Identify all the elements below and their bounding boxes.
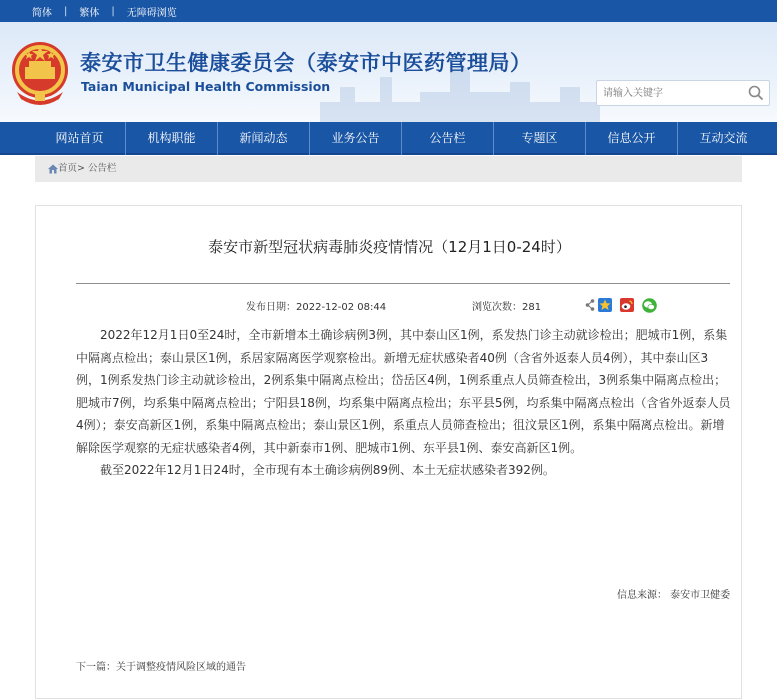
nav-functions[interactable]: 机构职能 (147, 131, 196, 145)
weibo-share-icon[interactable] (620, 298, 634, 312)
nav-news[interactable]: 新闻动态 (239, 131, 288, 145)
nav-topics[interactable]: 专题区 (521, 131, 558, 145)
title-divider (76, 283, 730, 284)
article-paragraph: 2022年12月1日0至24时，全市新增本土确诊病例3例，其中泰山区1例，系发热门诊主动就诊检出；肥城市1例，系集中隔离点检出；泰山景区1例，系居家隔离医学观察检出。新增无症状感染者40例（含省外返泰人员4例），其中泰山区3例，1例系发热门诊主动就诊检出，2例系集中隔离点检出；岱岳区4例，1例系重点人员筛查检出，3例系集中隔离点检出；肥城市7例，均系集中隔离点检出；宁阳县18例，均系集中隔离点检出；东平县5例，均系集中隔离点检出（含省外返泰人员4例）；泰安高新区1例，系集中隔离点检出；泰山景区1例，系重点人员筛查检出；徂汶景区1例，系集中隔离点检出。新增解除医学观察的无症状感染者4例，其中新泰市1例、肥城市1例、东平县1例、泰安高新区1例。 (76, 328, 731, 455)
nav-home[interactable]: 网站首页 (55, 131, 104, 145)
link-accessibility[interactable]: 无障碍浏览 (126, 7, 177, 19)
article-title: 泰安市新型冠状病毒肺炎疫情情况（12月1日0-24时） (208, 238, 571, 256)
article-paragraph: 截至2022年12月1日24时，全市现有本土确诊病例89例、本土无症状感染者392例。 (100, 463, 555, 477)
home-icon[interactable] (48, 164, 58, 174)
national-emblem-icon (9, 37, 71, 107)
article-body (76, 324, 732, 482)
link-simplified[interactable]: 简体 (32, 7, 52, 19)
view-count-value: 281 (522, 302, 542, 313)
link-traditional[interactable]: 繁体 (79, 7, 100, 19)
view-count-label: 浏览次数： (472, 302, 522, 313)
article-panel (35, 205, 742, 699)
top-bar (0, 0, 777, 22)
search-box (596, 80, 770, 106)
site-title-english: Taian Municipal Health Commission (81, 79, 331, 94)
nav-bulletin[interactable]: 公告栏 (429, 131, 466, 145)
site-title: 泰安市卫生健康委员会（泰安市中医药管理局） (80, 51, 532, 75)
publish-date: 发布日期：2022-12-02 08:44 (246, 302, 387, 313)
search-icon[interactable] (747, 84, 765, 102)
nav-business[interactable]: 业务公告 (331, 131, 380, 145)
search-input[interactable] (603, 85, 743, 101)
breadcrumb (35, 156, 742, 182)
nav-disclosure[interactable]: 信息公开 (607, 131, 656, 145)
nav-interaction[interactable]: 互动交流 (699, 131, 748, 145)
separator: | (111, 5, 115, 17)
share-icon[interactable] (585, 298, 595, 312)
breadcrumb-text[interactable]: 首页> 公告栏 (58, 163, 117, 174)
site-header (0, 22, 777, 122)
qzone-share-icon[interactable] (598, 298, 612, 312)
next-article-link[interactable]: 下一篇：关于调整疫情风险区域的通告 (76, 662, 246, 673)
info-source: 信息来源： 泰安市卫健委 (617, 590, 731, 601)
view-count (472, 298, 541, 313)
top-links (32, 0, 177, 22)
wechat-share-icon[interactable] (641, 298, 658, 313)
separator: | (64, 5, 68, 17)
main-nav (0, 122, 777, 155)
